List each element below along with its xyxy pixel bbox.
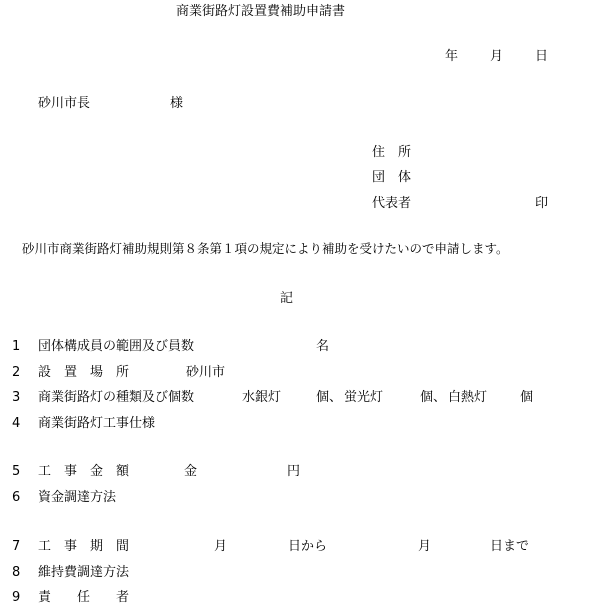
- end-month-label: 月: [418, 539, 432, 554]
- item-number: 9: [12, 590, 21, 605]
- fluorescent-lamp-label: 蛍光灯: [344, 390, 384, 405]
- item-label: 責 任 者: [38, 590, 130, 605]
- item-label: 設 置 場 所: [38, 365, 130, 380]
- item-number: 5: [12, 464, 21, 479]
- item-label: 工 事 期 間: [38, 539, 130, 554]
- day-label: 日: [535, 49, 549, 64]
- group-label: 団 体: [372, 170, 412, 185]
- item-number: 6: [12, 490, 21, 505]
- amount-prefix: 金: [184, 464, 198, 479]
- addressee-name: 砂川市長: [38, 96, 91, 111]
- fluorescent-lamp-unit: 個、: [420, 390, 447, 405]
- amount-unit: 円: [287, 464, 301, 479]
- start-month-label: 月: [214, 539, 228, 554]
- item-label: 維持費調達方法: [38, 565, 130, 580]
- application-statement: 砂川市商業街路灯補助規則第８条第１項の規定により補助を受けたいので申請します。: [22, 241, 509, 256]
- seal-mark: 印: [535, 196, 549, 211]
- item-number: 1: [12, 339, 21, 354]
- incandescent-lamp-label: 白熱灯: [448, 390, 488, 405]
- item-unit: 名: [316, 339, 330, 354]
- addressee-honorific: 様: [170, 96, 184, 111]
- item-number: 2: [12, 365, 21, 380]
- item-label: 商業街路灯工事仕様: [38, 416, 156, 431]
- item-label: 団体構成員の範囲及び員数: [38, 339, 195, 354]
- item-number: 4: [12, 416, 21, 431]
- ki-heading: 記: [280, 291, 294, 306]
- item-value: 砂川市: [186, 365, 226, 380]
- mercury-lamp-unit: 個、: [316, 390, 343, 405]
- month-label: 月: [490, 49, 504, 64]
- mercury-lamp-label: 水銀灯: [242, 390, 282, 405]
- item-number: 7: [12, 539, 21, 554]
- item-number: 8: [12, 565, 21, 580]
- item-label: 商業街路灯の種類及び個数: [38, 390, 195, 405]
- address-label: 住 所: [372, 145, 412, 160]
- item-label: 資金調達方法: [38, 490, 117, 505]
- year-label: 年: [445, 49, 459, 64]
- representative-label: 代表者: [372, 196, 412, 211]
- document-title: 商業街路灯設置費補助申請書: [176, 4, 346, 19]
- item-number: 3: [12, 390, 21, 405]
- start-day-label: 日から: [288, 539, 328, 554]
- incandescent-lamp-unit: 個: [520, 390, 534, 405]
- end-day-label: 日まで: [490, 539, 530, 554]
- item-label: 工 事 金 額: [38, 464, 130, 479]
